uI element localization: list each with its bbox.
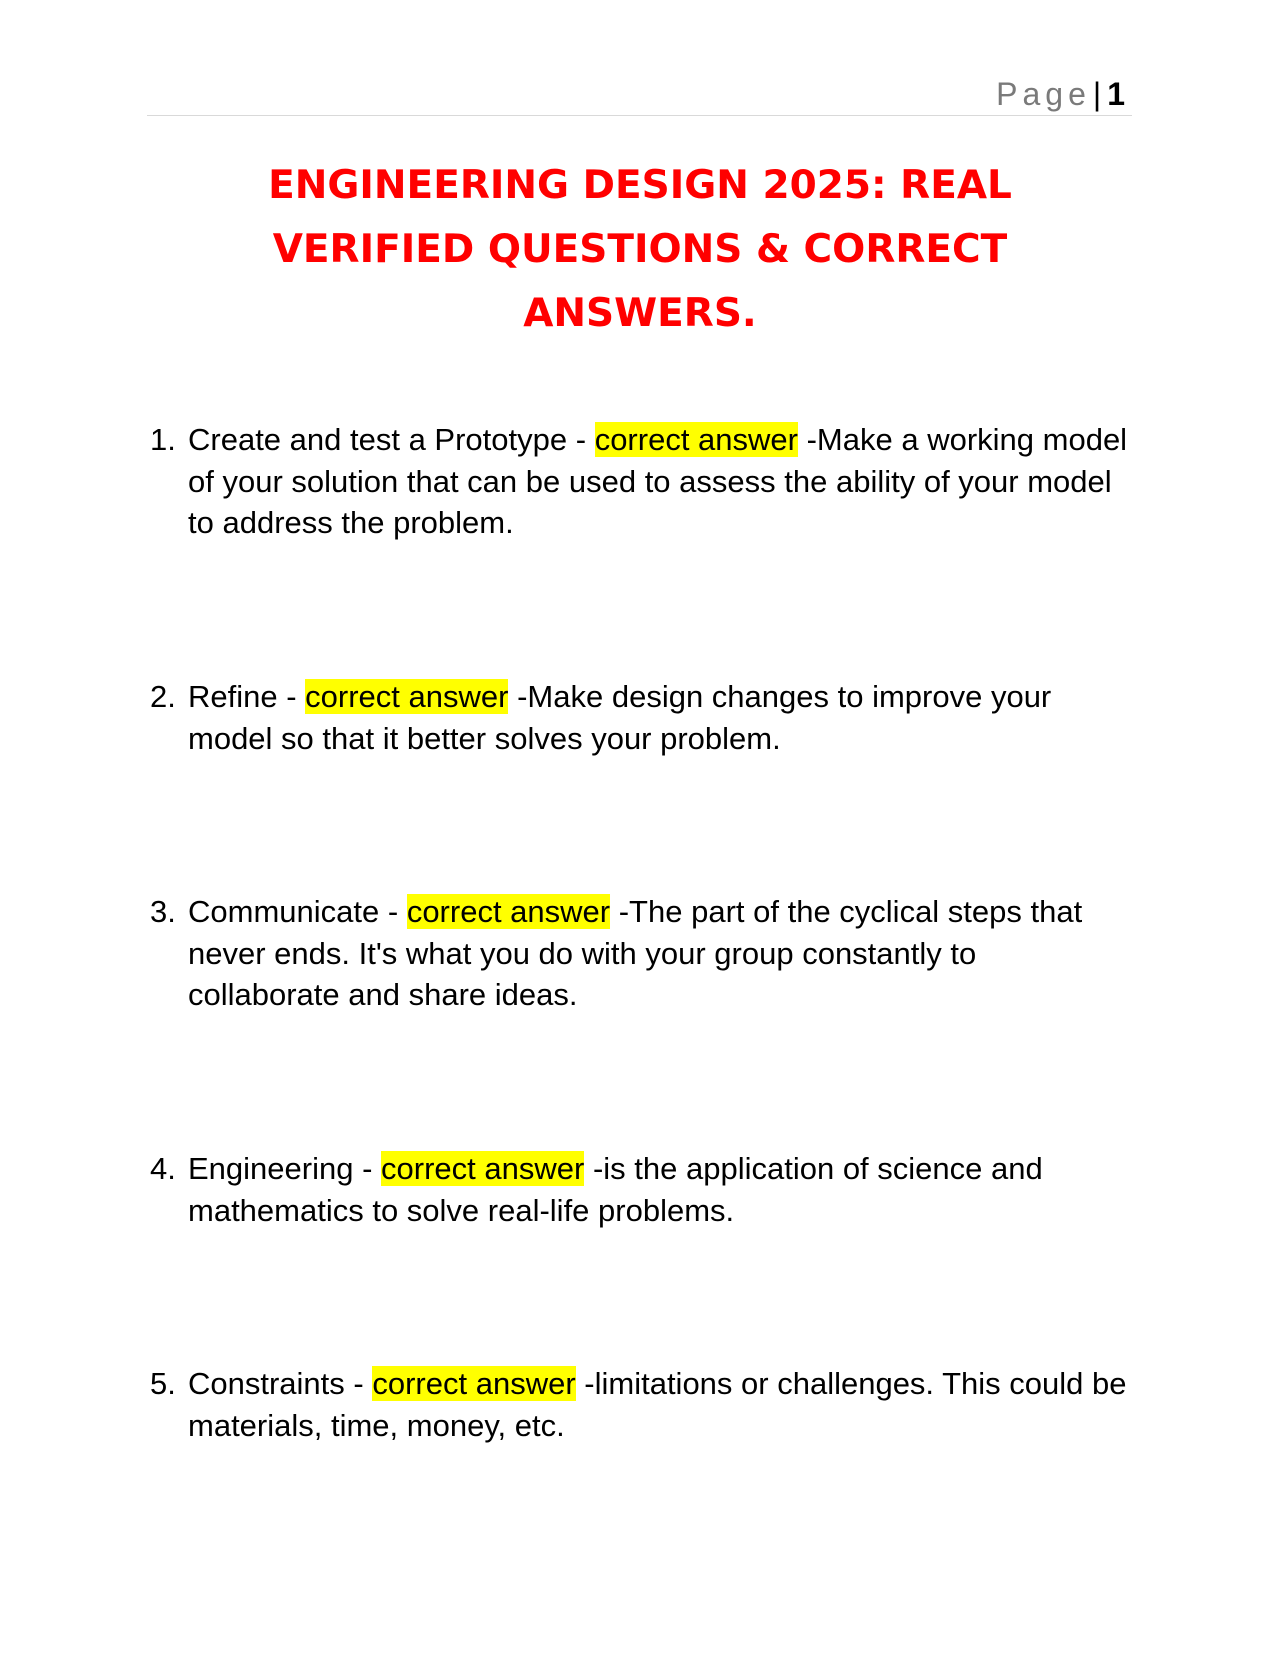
item-term: Engineering - [188,1151,373,1186]
item-text [188,419,1135,544]
item-text [188,1148,1135,1231]
correct-answer-highlight: correct answer [381,1151,585,1186]
item-definition: -The part of the cyclical steps that never ends. It's what you do with your group constantly to collaborate and share ideas. [188,894,1083,1012]
item-number: 1. [150,422,176,457]
header-divider [147,115,1132,116]
item-text [188,891,1135,1016]
item-definition: -limitations or challenges. This could be materials, time, money, etc. [188,1366,1127,1443]
correct-answer-highlight: correct answer [594,422,798,457]
page-header [996,74,1125,114]
document-title: ENGINEERING DESIGN 2025: REAL VERIFIED QUESTIONS & CORRECT ANSWERS. [268,163,1012,336]
item-definition: -Make a working model of your solution that can be used to assess the ability of your model to address the problem. [188,422,1128,540]
list-item [150,1363,1135,1446]
item-definition: -Make design changes to improve your model so that it better solves your problem. [188,679,1052,756]
item-number: 5. [150,1366,176,1401]
page-separator: | [1092,76,1102,112]
item-number: 2. [150,679,176,714]
item-number: 3. [150,894,176,929]
list-item [150,419,1135,544]
item-term: Constraints - [188,1366,364,1401]
item-term: Refine - [188,679,297,714]
correct-answer-highlight: correct answer [406,894,611,929]
list-item [150,891,1135,1016]
page-label: Page [996,76,1091,112]
item-definition: -is the application of science and mathematics to solve real-life problems. [188,1151,1043,1228]
item-number: 4. [150,1151,176,1186]
item-term: Communicate - [188,894,399,929]
item-text [188,1363,1135,1446]
list-item [150,1148,1135,1231]
page-number: 1 [1107,76,1125,112]
item-term: Create and test a Prototype - [188,422,587,457]
item-text [188,676,1135,759]
correct-answer-highlight: correct answer [372,1366,576,1401]
list-item [150,676,1135,759]
correct-answer-highlight: correct answer [305,679,509,714]
